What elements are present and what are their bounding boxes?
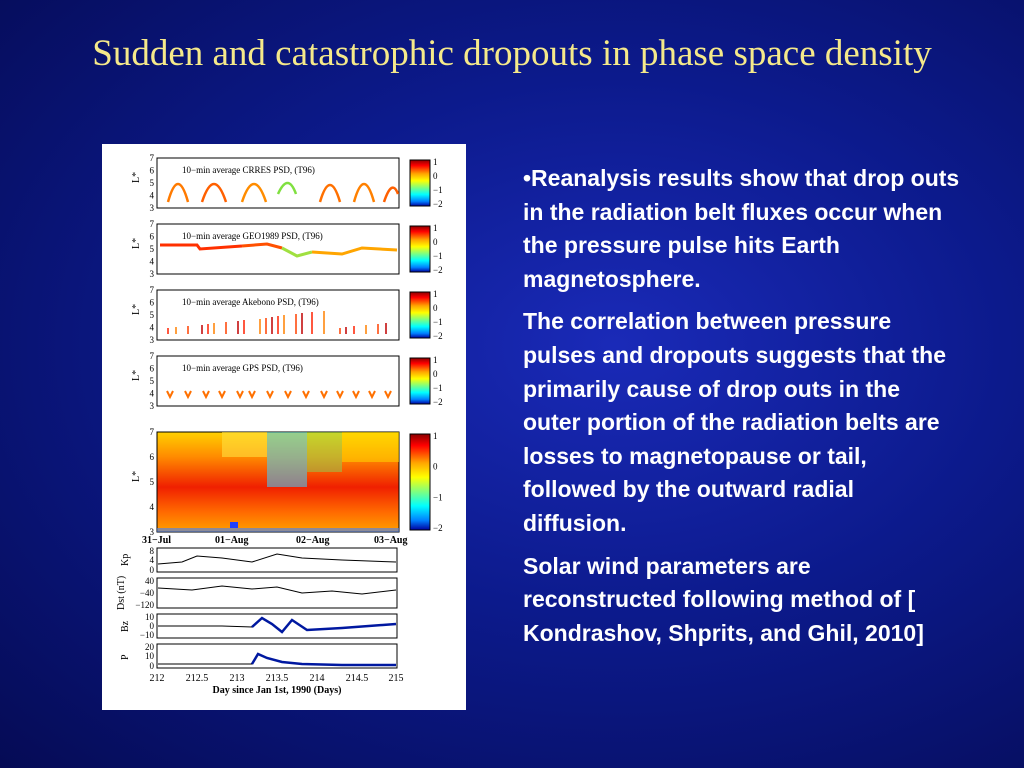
colorbar-tick: −1 xyxy=(433,492,443,503)
colorbar xyxy=(410,226,430,272)
dropout-figure xyxy=(102,144,466,710)
colorbar-tick: −2 xyxy=(433,397,443,407)
index-panel-dst xyxy=(116,576,397,610)
date-tick: 01−Aug xyxy=(215,535,249,546)
colorbar-tick: −2 xyxy=(433,265,443,275)
lstar-tick: 3 xyxy=(149,203,154,213)
bullet-text xyxy=(523,162,963,659)
colorbar xyxy=(410,358,430,404)
colorbar-tick: −2 xyxy=(433,331,443,341)
lstar-tick: 6 xyxy=(149,297,154,308)
colorbar-tick: 0 xyxy=(433,171,438,181)
colorbar-tick: −1 xyxy=(433,317,443,327)
paragraph-solar-wind: Solar wind parameters are reconstructed following method of [ Kondrashov, Shprits, and Ghil, 2010] xyxy=(523,552,924,646)
day-tick: 214 xyxy=(309,673,325,684)
colorbar-tick: −1 xyxy=(433,185,443,195)
lstar-label: L* xyxy=(131,470,142,482)
day-axis-label: Day since Jan 1st, 1990 (Days) xyxy=(212,685,342,696)
colorbars xyxy=(410,157,443,533)
colorbar xyxy=(410,292,430,338)
colorbar-tick: 1 xyxy=(433,355,438,365)
lstar-tick: 7 xyxy=(149,285,154,295)
lstar-tick: 3 xyxy=(149,527,154,537)
index-panel-bz xyxy=(120,612,397,640)
index-label: Dst (nT) xyxy=(116,575,127,610)
lstar-tick: 4 xyxy=(149,256,154,267)
colorbar-tick: 1 xyxy=(433,157,438,167)
lstar-tick: 6 xyxy=(149,231,154,242)
day-tick: 213.5 xyxy=(265,673,289,684)
colorbar-tick: 0 xyxy=(433,303,438,313)
index-tick: −120 xyxy=(135,600,154,610)
day-tick: 212 xyxy=(149,673,165,684)
paragraph-correlation: The correlation between pressure pulses and dropouts suggests that the primarily cause of drop outs in the outer portion of the radiation belts are losses to magnetopause or tail, followed by the outward radial diffusion. xyxy=(523,308,946,536)
lstar-tick: 5 xyxy=(149,178,154,188)
index-label: P xyxy=(120,654,131,660)
slide-title: Sudden and catastrophic dropouts in phase space density xyxy=(92,33,932,74)
index-tick: 20 xyxy=(145,642,154,652)
lstar-label: L* xyxy=(131,237,142,249)
colorbar-tick: 1 xyxy=(433,431,438,441)
index-tick: 0 xyxy=(149,565,154,575)
lstar-tick: 6 xyxy=(149,165,154,176)
lstar-tick: 4 xyxy=(149,502,154,512)
lstar-tick: 7 xyxy=(149,351,154,361)
colorbar-tick: −2 xyxy=(433,523,443,533)
index-tick: 0 xyxy=(149,661,154,671)
colorbar xyxy=(410,434,430,530)
colorbar-tick: 0 xyxy=(433,237,438,247)
colorbar-tick: 1 xyxy=(433,223,438,233)
day-tick: 213 xyxy=(229,673,245,684)
date-axis xyxy=(142,535,407,546)
day-tick: 214.5 xyxy=(345,673,369,684)
lstar-tick: 4 xyxy=(149,388,154,399)
index-tick: 10 xyxy=(145,651,154,661)
colorbar-tick: 0 xyxy=(433,369,438,379)
date-tick: 03−Aug xyxy=(374,535,408,546)
psd-panel-label: 10−min average Akebono PSD, (T96) xyxy=(182,297,319,307)
lstar-tick: 4 xyxy=(149,190,154,201)
index-tick: 8 xyxy=(149,546,154,556)
index-panel-p xyxy=(120,642,397,671)
figure-plot xyxy=(102,144,466,710)
lstar-tick: 5 xyxy=(149,376,154,386)
psd-panel-label: 10−min average CRRES PSD, (T96) xyxy=(182,165,315,175)
psd-panel-label: 10−min average GEO1989 PSD, (T96) xyxy=(182,231,323,241)
day-axis xyxy=(150,673,404,696)
day-tick: 215 xyxy=(388,673,404,684)
index-tick: 0 xyxy=(149,621,154,631)
index-panel-kp xyxy=(120,546,397,575)
lstar-tick: 7 xyxy=(149,427,154,437)
colorbar xyxy=(410,160,430,206)
lstar-tick: 6 xyxy=(149,363,154,374)
lstar-tick: 5 xyxy=(149,310,154,320)
date-tick: 02−Aug xyxy=(296,535,330,546)
index-label: Bz xyxy=(120,620,131,632)
index-tick: 10 xyxy=(145,612,154,622)
colorbar-tick: 0 xyxy=(433,461,438,472)
lstar-tick: 3 xyxy=(149,269,154,279)
index-tick: −10 xyxy=(139,630,154,640)
lstar-tick: 3 xyxy=(149,335,154,345)
day-tick: 212.5 xyxy=(185,673,209,684)
psd-panel-3 xyxy=(157,356,399,406)
colorbar-tick: −1 xyxy=(433,251,443,261)
psd-panel-label: 10−min average GPS PSD, (T96) xyxy=(182,363,303,373)
index-label: Kp xyxy=(120,553,131,566)
lstar-label: L* xyxy=(131,303,142,315)
colorbar-tick: −1 xyxy=(433,383,443,393)
lstar-tick: 7 xyxy=(149,219,154,229)
colorbar-tick: 1 xyxy=(433,289,438,299)
index-tick: −40 xyxy=(139,588,154,598)
paragraph-reanalysis: •Reanalysis results show that drop outs in the radiation belt fluxes occur when the pressure pulse hits Earth magnetosphere. xyxy=(523,165,960,292)
date-tick: 31−Jul xyxy=(142,535,172,546)
lstar-tick: 5 xyxy=(149,477,154,487)
psd-heatmap xyxy=(157,432,399,532)
index-tick: 4 xyxy=(149,555,154,565)
lstar-tick: 6 xyxy=(149,452,154,462)
index-tick: 40 xyxy=(145,576,154,586)
lstar-label: L* xyxy=(131,171,142,183)
lstar-tick: 3 xyxy=(149,401,154,411)
lstar-axes xyxy=(131,153,155,537)
lstar-tick: 5 xyxy=(149,244,154,254)
colorbar-tick: −2 xyxy=(433,199,443,209)
lstar-tick: 7 xyxy=(149,153,154,163)
lstar-tick: 4 xyxy=(149,322,154,333)
lstar-label: L* xyxy=(131,369,142,381)
